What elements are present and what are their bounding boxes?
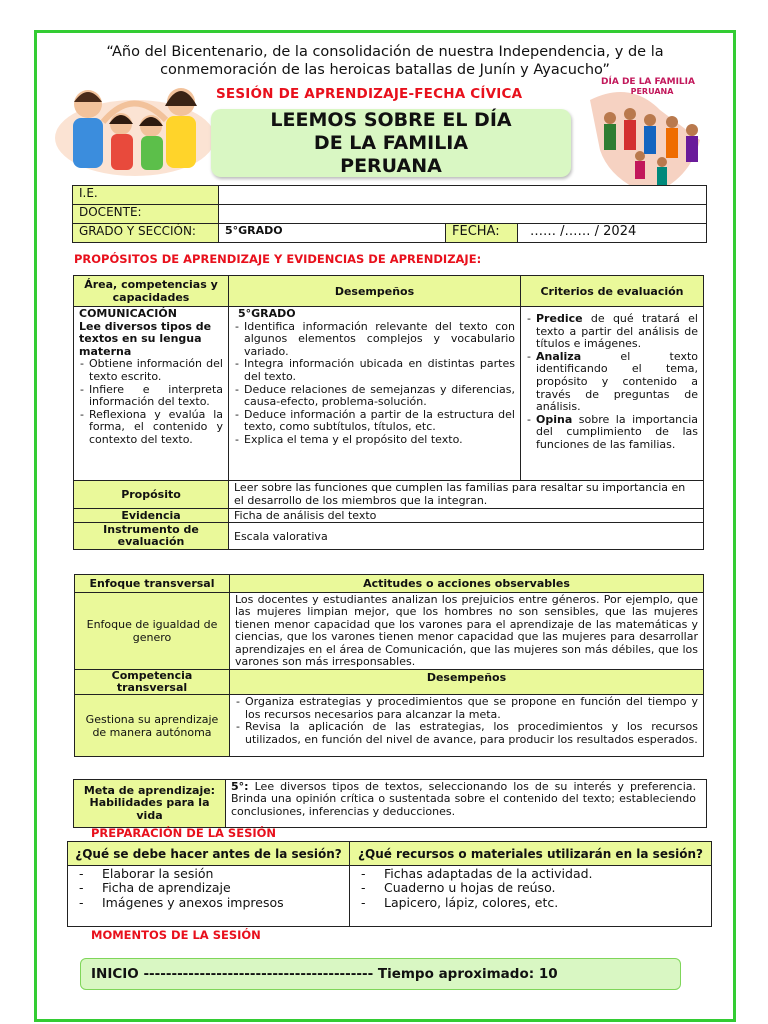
motto-header: “Año del Bicentenario, de la consolidación de nuestra Independencia, y de la conmemoración de las heroicas batallas de Junín y Ayacucho”	[106, 44, 664, 78]
desempeno-item: - Explica el tema y el propósito del texto.	[234, 434, 515, 447]
enfoque-text: Los docentes y estudiantes analizan los prejuicios entre géneros. Por ejemplo, que las mujeres limpian mejor, que los hombres no son sensibles, que las mujeres tienen menor capacidad que los varones para el aprendizaje de las matemáticas y ciencias, que los varones tienen menor capacidad que las mujeres para desarrollar aprendizajes en el área de Comunicación, que las mujeres son más débiles, que los varones son más irresponsables.	[230, 593, 704, 670]
purposes-heading: PROPÓSITOS DE APRENDIZAJE Y EVIDENCIAS DE APRENDIZAJE:	[74, 252, 482, 266]
desempeno-item: - Deduce información a partir de la estructura del texto, como subtítulos, títulos, etc.	[234, 409, 515, 434]
docente-field[interactable]	[219, 205, 707, 224]
competencia-transversal-header: Competencia transversal	[75, 670, 230, 695]
comp-desempenos-header: Desempeños	[230, 670, 704, 695]
competencia-name: Gestiona su aprendizaje de manera autónoma	[75, 695, 230, 757]
criterio-item	[526, 414, 698, 452]
info-table	[72, 185, 707, 243]
purposes-header-criterios: Criterios de evaluación	[521, 276, 704, 307]
purposes-header-desempenos: Desempeños	[229, 276, 521, 307]
prep-table	[67, 841, 712, 927]
grado-label: GRADO Y SECCIÓN:	[73, 224, 219, 243]
prep-right-cell	[350, 866, 712, 927]
proposito-text: Leer sobre las funciones que cumplen las familias para resaltar su importancia en el desarrollo de los miembros que la integran.	[229, 481, 704, 509]
momentos-heading: MOMENTOS DE LA SESIÓN	[91, 928, 261, 942]
poster-caption: DÍA DE LA FAMILIA	[601, 77, 695, 87]
criterio-verb: Predice	[536, 312, 583, 325]
comp-item: - Organiza estrategias y procedimientos que se propone en función del tiempo y los recursos necesarios para alcanzar la meta.	[235, 696, 698, 721]
prep-header-recursos: ¿Qué recursos o materiales utilizarán en la sesión?	[350, 842, 712, 866]
criterio-item	[526, 313, 698, 351]
evidencia-label: Evidencia	[74, 509, 229, 523]
main-title-box	[211, 109, 571, 177]
ie-field[interactable]	[219, 186, 707, 205]
docente-label: DOCENTE:	[73, 205, 219, 224]
fecha-label: FECHA:	[446, 224, 518, 243]
area-name: COMUNICACIÓN	[79, 307, 177, 320]
comp-item: - Revisa la aplicación de las estrategias, los procedimientos y los recursos utilizados, en función del nivel de avance, para producir los resultados esperados.	[235, 721, 698, 746]
meta-grado: 5°:	[231, 780, 249, 793]
fecha-value[interactable]: …… /…… / 2024	[518, 224, 707, 243]
session-title: SESIÓN DE APRENDIZAJE-FECHA CÍVICA	[216, 86, 523, 102]
svg-text:PERUANA: PERUANA	[630, 87, 674, 96]
prep-heading: PREPARACIÓN DE LA SESIÓN	[91, 826, 277, 840]
criterio-text: de qué tratará el texto a partir del análisis de títulos e imágenes.	[536, 312, 698, 351]
purposes-header-area: Área, competencias y capacidades	[74, 276, 229, 307]
family-illustration	[53, 76, 218, 176]
criterio-verb: Opina	[536, 412, 573, 426]
criterio-item	[526, 351, 698, 414]
purposes-table	[73, 275, 704, 550]
meta-cell	[226, 780, 707, 828]
grado-label: 5°GRADO	[238, 307, 296, 320]
inicio-bar: INICIO ----------------------------------------- Tiempo aproximado: 10	[80, 958, 681, 990]
criterio-verb: Analiza	[536, 349, 582, 363]
prep-left-cell	[68, 866, 350, 927]
meta-table	[73, 779, 707, 828]
prep-item: - Ficha de aprendizaje	[78, 881, 344, 895]
prep-header-antes: ¿Qué se debe hacer antes de la sesión?	[68, 842, 350, 866]
desempeno-item: - Deduce relaciones de semejanzas y diferencias, causa-efecto, problema-solución.	[234, 384, 515, 409]
comp-items-cell	[230, 695, 704, 757]
enfoque-table	[74, 574, 704, 757]
capacidad-item: - Obtiene información del texto escrito.	[79, 358, 223, 383]
enfoque-header: Enfoque transversal	[75, 575, 230, 593]
competencia: Lee diversos tipos de textos en su lengua materna	[79, 319, 212, 358]
desempenos-cell	[229, 307, 521, 481]
desempeno-item: - Integra información ubicada en distintas partes del texto.	[234, 358, 515, 383]
capacidad-item: - Reflexiona y evalúa la forma, el contenido y contexto del texto.	[79, 409, 223, 447]
recurso-item: - Lapicero, lápiz, colores, etc.	[360, 896, 706, 910]
recurso-item: - Cuaderno u hojas de reúso.	[360, 881, 706, 895]
main-title: LEEMOS SOBRE EL DÍA DE LA FAMILIA PERUANA	[270, 108, 512, 177]
capacidad-item: - Infiere e interpreta información del texto.	[79, 384, 223, 409]
desempeno-item: - Identifica información relevante del texto con algunos elementos complejos y vocabulario variado.	[234, 321, 515, 359]
criterios-cell	[521, 307, 704, 481]
family-poster-image	[580, 70, 720, 198]
area-cell	[74, 307, 229, 481]
meta-label: Meta de aprendizaje: Habilidades para la vida	[74, 780, 226, 828]
prep-item: - Imágenes y anexos impresos	[78, 896, 344, 910]
criterio-text: sobre la importancia del cumplimiento de las funciones de las familias.	[536, 412, 698, 451]
proposito-label: Propósito	[74, 481, 229, 509]
actitudes-header: Actitudes o acciones observables	[230, 575, 704, 593]
criterio-text: el texto identificando el tema, propósito y contenido a través de preguntas de análisis.	[536, 349, 698, 414]
ie-label: I.E.	[73, 186, 219, 205]
recurso-item: - Fichas adaptadas de la actividad.	[360, 867, 706, 881]
grado-value: 5°GRADO	[219, 224, 446, 243]
instrumento-text: Escala valorativa	[229, 523, 704, 550]
evidencia-text: Ficha de análisis del texto	[229, 509, 704, 523]
prep-item: - Elaborar la sesión	[78, 867, 344, 881]
enfoque-name: Enfoque de igualdad de genero	[75, 593, 230, 670]
meta-text: Lee diversos tipos de textos, seleccionando los de su interés y preferencia. Brinda una opinión crítica o sustentada sobre el contenido del texto; estableciendo conclusiones, inferencias y deducciones.	[231, 780, 696, 818]
instrumento-label: Instrumento de evaluación	[74, 523, 229, 550]
